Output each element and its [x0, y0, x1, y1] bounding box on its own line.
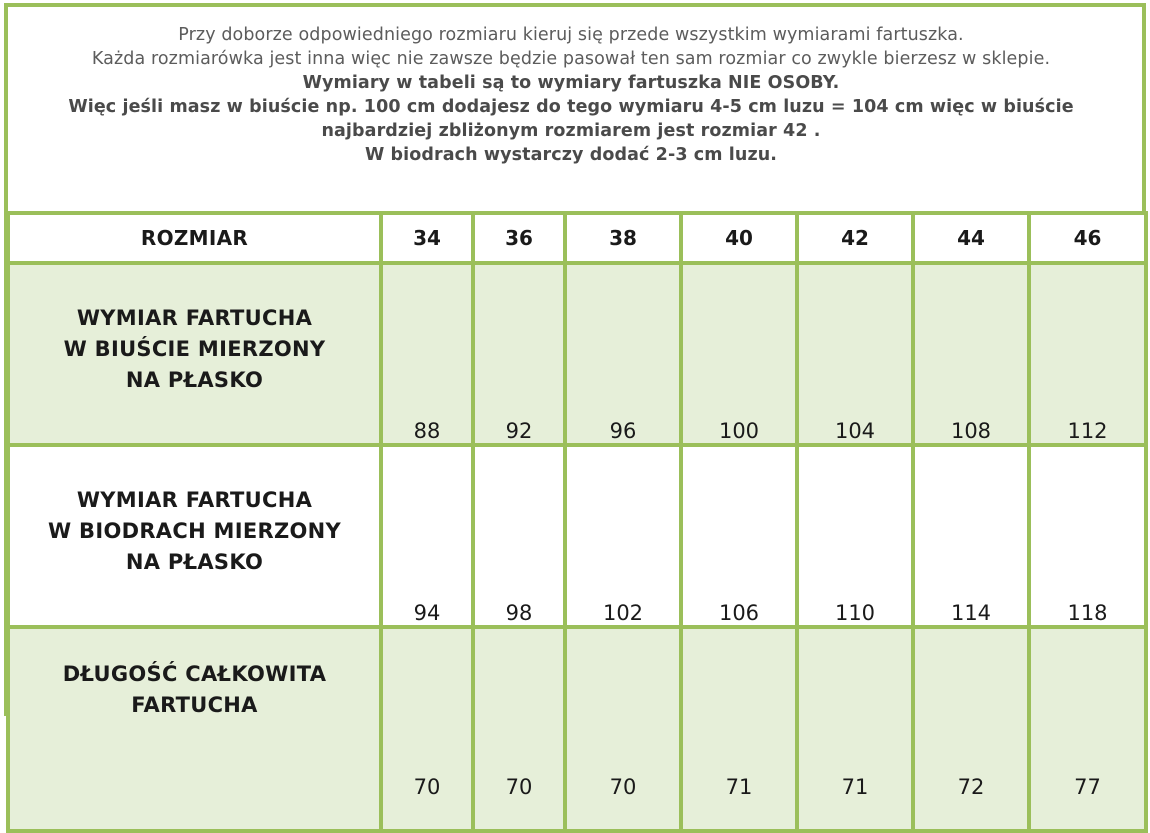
size-header-cell: 40 — [681, 213, 797, 263]
hip-measurement-row — [8, 445, 1146, 627]
table-cell: 71 — [681, 627, 797, 831]
bust-measurement-row — [8, 263, 1146, 445]
size-header-cell: 42 — [797, 213, 913, 263]
table-cell: 71 — [797, 627, 913, 831]
table-cell: 102 — [565, 445, 681, 627]
size-table — [6, 211, 1148, 833]
row-label-line: NA PŁASKO — [125, 368, 264, 392]
intro-line-3: Wymiary w tabeli są to wymiary fartuszka NIE OSOBY. — [302, 73, 840, 93]
table-cell: 114 — [913, 445, 1029, 627]
size-header-row — [8, 213, 1146, 263]
size-header-cell: 34 — [381, 213, 473, 263]
row-label-line: WYMIAR FARTUCHA — [76, 306, 313, 330]
table-cell: 88 — [381, 263, 473, 445]
table-cell: 108 — [913, 263, 1029, 445]
row-label — [8, 627, 381, 831]
table-cell: 72 — [913, 627, 1029, 831]
size-header-cell: 46 — [1029, 213, 1146, 263]
intro-line-1: Przy doborze odpowiedniego rozmiaru kieruj się przede wszystkim wymiarami fartuszka. — [178, 25, 964, 45]
intro-line-2: Każda rozmiarówka jest inna więc nie zawsze będzie pasował ten sam rozmiar co zwykle bierzesz w sklepie. — [91, 49, 1051, 69]
size-guide-intro — [0, 23, 1142, 167]
row-label — [8, 263, 381, 445]
row-label-line: W BIUŚCIE MIERZONY — [63, 337, 326, 361]
intro-line-6: W biodrach wystarczy dodać 2-3 cm luzu. — [364, 145, 778, 165]
row-label-line: FARTUCHA — [131, 693, 258, 717]
table-cell: 112 — [1029, 263, 1146, 445]
intro-line-4: Więc jeśli masz w biuście np. 100 cm dodajesz do tego wymiaru 4-5 cm luzu = 104 cm więc w biuście — [68, 97, 1074, 117]
row-label-line: WYMIAR FARTUCHA — [76, 488, 313, 512]
size-header-label: ROZMIAR — [8, 213, 381, 263]
table-cell: 104 — [797, 263, 913, 445]
table-cell: 70 — [381, 627, 473, 831]
table-cell: 106 — [681, 445, 797, 627]
table-cell: 100 — [681, 263, 797, 445]
size-header-cell: 38 — [565, 213, 681, 263]
table-cell: 70 — [565, 627, 681, 831]
table-cell: 92 — [473, 263, 565, 445]
size-header-cell: 44 — [913, 213, 1029, 263]
row-label-line: DŁUGOŚĆ CAŁKOWITA — [62, 662, 327, 686]
table-cell: 96 — [565, 263, 681, 445]
row-label-line: NA PŁASKO — [125, 550, 264, 574]
length-measurement-row — [8, 627, 1146, 831]
size-header-cell: 36 — [473, 213, 565, 263]
table-cell: 70 — [473, 627, 565, 831]
row-label — [8, 445, 381, 627]
table-cell: 98 — [473, 445, 565, 627]
table-cell: 110 — [797, 445, 913, 627]
table-cell: 94 — [381, 445, 473, 627]
intro-line-5: najbardziej zbliżonym rozmiarem jest rozmiar 42 . — [321, 121, 821, 141]
table-cell: 118 — [1029, 445, 1146, 627]
table-cell: 77 — [1029, 627, 1146, 831]
row-label-line: W BIODRACH MIERZONY — [47, 519, 342, 543]
